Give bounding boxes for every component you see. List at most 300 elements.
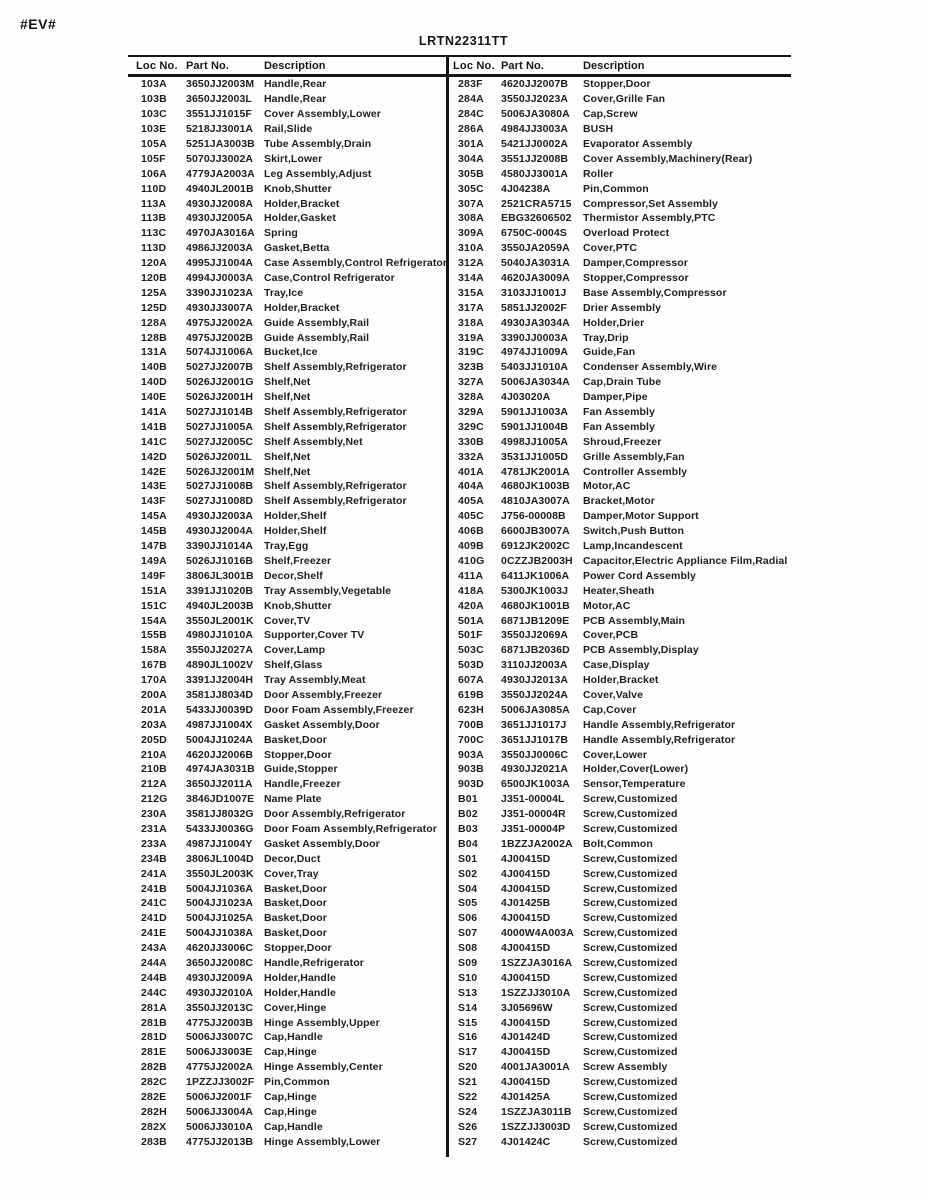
part-cell: 4J00415D: [501, 852, 551, 865]
loc-cell: 406B: [458, 525, 484, 538]
desc-cell: Supporter,Cover TV: [264, 629, 365, 642]
table-row: [128, 196, 446, 211]
loc-cell: 405C: [458, 510, 484, 523]
loc-cell: 503D: [458, 659, 484, 672]
part-cell: 4930JJ2013A: [501, 674, 569, 687]
part-cell: 3550JA2059A: [501, 242, 570, 255]
desc-cell: Lamp,Incandescent: [583, 540, 683, 553]
part-cell: 3550JJ0006C: [501, 748, 569, 761]
table-row: [128, 747, 446, 762]
table-row: [128, 524, 446, 539]
desc-cell: Holder,Shelf: [264, 525, 327, 538]
table-row: [128, 598, 446, 613]
part-cell: 3651JJ1017J: [501, 718, 567, 731]
loc-cell: 319A: [458, 331, 484, 344]
loc-cell: 113B: [141, 212, 167, 225]
loc-cell: 158A: [141, 644, 167, 657]
desc-cell: Stopper,Door: [264, 942, 332, 955]
table-row: [128, 688, 446, 703]
desc-cell: Basket,Door: [264, 733, 327, 746]
part-cell: 4620JJ3006C: [186, 942, 254, 955]
desc-cell: Pin,Common: [583, 182, 649, 195]
desc-cell: Screw,Customized: [583, 1016, 678, 1029]
part-cell: 3550JJ2023A: [501, 93, 569, 106]
desc-cell: Shelf,Net: [264, 450, 311, 463]
desc-cell: Cap,Cover: [583, 703, 637, 716]
table-row: [448, 196, 791, 211]
table-row: [128, 956, 446, 971]
table-row: [448, 539, 791, 554]
table-row: [128, 315, 446, 330]
desc-cell: Shelf Assembly,Refrigerator: [264, 361, 407, 374]
loc-cell: 501A: [458, 614, 484, 627]
desc-cell: Screw Assembly: [583, 1061, 668, 1074]
loc-cell: S14: [458, 1001, 478, 1014]
loc-cell: 210B: [141, 763, 167, 776]
loc-cell: 120B: [141, 272, 167, 285]
table-row: [128, 211, 446, 226]
desc-cell: Motor,AC: [583, 480, 631, 493]
desc-cell: Shelf,Net: [264, 465, 311, 478]
desc-cell: Basket,Door: [264, 927, 327, 940]
table-row: [448, 1104, 791, 1119]
part-cell: 3J05696W: [501, 1001, 553, 1014]
part-cell: 4930JJ2003A: [186, 510, 254, 523]
loc-cell: 281A: [141, 1001, 167, 1014]
loc-cell: S07: [458, 927, 478, 940]
table-row: [448, 822, 791, 837]
table-row: [448, 345, 791, 360]
loc-cell: 145B: [141, 525, 167, 538]
part-cell: 4940JL2001B: [186, 182, 254, 195]
desc-cell: Tray,Ice: [264, 286, 304, 299]
table-row: [128, 673, 446, 688]
desc-cell: Stopper,Door: [264, 748, 332, 761]
part-cell: 4J00415D: [501, 1016, 551, 1029]
loc-cell: 131A: [141, 346, 167, 359]
part-cell: 3581JJ8032G: [186, 808, 254, 821]
loc-cell: S02: [458, 867, 478, 880]
loc-cell: B04: [458, 837, 478, 850]
desc-cell: Gasket Assembly,Door: [264, 837, 380, 850]
loc-cell: 282X: [141, 1120, 167, 1133]
part-cell: 5006JA3034A: [501, 376, 570, 389]
loc-cell: 113D: [141, 242, 167, 255]
desc-cell: Screw,Customized: [583, 1001, 678, 1014]
part-cell: 5901JJ1004B: [501, 420, 569, 433]
part-cell: 4J01425B: [501, 897, 551, 910]
loc-cell: 328A: [458, 391, 484, 404]
table-row: [448, 226, 791, 241]
table-row: [128, 554, 446, 569]
desc-cell: Handle,Freezer: [264, 778, 341, 791]
part-cell: 5006JJ3007C: [186, 1031, 254, 1044]
table-row: [128, 360, 446, 375]
desc-cell: Screw,Customized: [583, 808, 678, 821]
part-cell: 5004JJ1023A: [186, 897, 254, 910]
table-row: [128, 539, 446, 554]
table-row: [128, 970, 446, 985]
part-cell: 5074JJ1006A: [186, 346, 254, 359]
loc-cell: 420A: [458, 599, 484, 612]
desc-cell: Heater,Sheath: [583, 584, 655, 597]
part-cell: 5006JJ3010A: [186, 1120, 254, 1133]
desc-cell: Handle,Rear: [264, 93, 327, 106]
table-row: [448, 300, 791, 315]
table-row: [128, 137, 446, 152]
desc-cell: Cap,Hinge: [264, 1105, 317, 1118]
desc-cell: Screw,Customized: [583, 956, 678, 969]
desc-cell: Tray Assembly,Vegetable: [264, 584, 392, 597]
desc-cell: Decor,Duct: [264, 852, 321, 865]
table-row: [128, 405, 446, 420]
loc-cell: 143E: [141, 480, 167, 493]
desc-cell: Shelf Assembly,Refrigerator: [264, 406, 407, 419]
table-row: [448, 285, 791, 300]
loc-cell: 241E: [141, 927, 167, 940]
part-cell: J351-00004L: [501, 793, 565, 806]
part-cell: 5027JJ2005C: [186, 435, 254, 448]
loc-cell: 329A: [458, 406, 484, 419]
table-row: [448, 434, 791, 449]
table-row: [448, 166, 791, 181]
table-row: [448, 181, 791, 196]
part-cell: 4974JJ1009A: [501, 346, 569, 359]
table-row: [448, 643, 791, 658]
loc-cell: 140E: [141, 391, 167, 404]
desc-cell: Cover Assembly,Machinery(Rear): [583, 152, 753, 165]
loc-cell: 411A: [458, 569, 484, 582]
loc-cell: 103A: [141, 78, 167, 91]
part-cell: 3550JJ2013C: [186, 1001, 254, 1014]
table-row: [448, 241, 791, 256]
header-part-no: Part No.: [501, 59, 544, 72]
desc-cell: Bucket,Ice: [264, 346, 318, 359]
desc-cell: Spring: [264, 227, 298, 240]
desc-cell: Door Assembly,Refrigerator: [264, 808, 406, 821]
part-cell: 3650JJ2003L: [186, 93, 252, 106]
table-row: [448, 77, 791, 92]
desc-cell: Tray Assembly,Meat: [264, 674, 366, 687]
part-cell: 3551JJ2008B: [501, 152, 569, 165]
table-row: [128, 449, 446, 464]
table-row: [128, 107, 446, 122]
table-row: [128, 122, 446, 137]
loc-cell: S04: [458, 882, 478, 895]
loc-cell: 140B: [141, 361, 167, 374]
loc-cell: S10: [458, 971, 478, 984]
part-cell: 4J01424C: [501, 1135, 551, 1148]
table-row: [448, 762, 791, 777]
loc-cell: 155B: [141, 629, 167, 642]
part-cell: 4000W4A003A: [501, 927, 574, 940]
loc-cell: 142E: [141, 465, 167, 478]
loc-cell: S13: [458, 986, 478, 999]
table-row: [128, 926, 446, 941]
desc-cell: Screw,Customized: [583, 897, 678, 910]
loc-cell: 304A: [458, 152, 484, 165]
loc-cell: 410G: [458, 554, 485, 567]
desc-cell: Rail,Slide: [264, 123, 313, 136]
table-body-right: [448, 77, 791, 1149]
part-cell: 6600JB3007A: [501, 525, 570, 538]
page-title: LRTN22311TT: [418, 34, 509, 48]
table-row: [128, 762, 446, 777]
table-row: [128, 613, 446, 628]
part-cell: 5004JJ1038A: [186, 927, 254, 940]
desc-cell: Evaporator Assembly: [583, 138, 693, 150]
loc-cell: 241D: [141, 912, 167, 925]
desc-cell: Leg Assembly,Adjust: [264, 167, 372, 180]
desc-cell: Controller Assembly: [583, 465, 688, 478]
desc-cell: Shelf Assembly,Refrigerator: [264, 480, 407, 493]
loc-cell: 332A: [458, 450, 484, 463]
table-row: [448, 673, 791, 688]
table-row: [128, 643, 446, 658]
part-cell: 4995JJ1004A: [186, 257, 254, 270]
loc-cell: 233A: [141, 837, 167, 850]
part-cell: 5218JJ3001A: [186, 123, 254, 136]
desc-cell: Screw,Customized: [583, 882, 678, 895]
desc-cell: Shelf,Freezer: [264, 554, 332, 567]
part-cell: 3806JL3001B: [186, 569, 254, 582]
table-row: [448, 1075, 791, 1090]
desc-cell: Cover,TV: [264, 614, 311, 627]
loc-cell: 310A: [458, 242, 484, 255]
loc-cell: B01: [458, 793, 478, 806]
table-row: [128, 836, 446, 851]
part-cell: 4930JJ2004A: [186, 525, 254, 538]
desc-cell: Cover,Lower: [583, 748, 648, 761]
table-row: [448, 851, 791, 866]
part-cell: 5040JA3031A: [501, 257, 570, 270]
table-row: [128, 419, 446, 434]
table-row: [448, 583, 791, 598]
part-cell: 5004JJ1025A: [186, 912, 254, 925]
part-cell: 4930JJ2021A: [501, 763, 569, 776]
desc-cell: Bracket,Motor: [583, 495, 655, 508]
table-row: [448, 137, 791, 152]
table-row: [128, 151, 446, 166]
part-cell: 4974JA3031B: [186, 763, 255, 776]
part-cell: 3550JL2003K: [186, 867, 254, 880]
desc-cell: Hinge Assembly,Upper: [264, 1016, 380, 1029]
desc-cell: Shelf Assembly,Refrigerator: [264, 495, 407, 508]
desc-cell: Knob,Shutter: [264, 182, 332, 195]
table-row: [128, 1090, 446, 1105]
loc-cell: 149A: [141, 554, 167, 567]
part-cell: 3531JJ1005D: [501, 450, 569, 463]
part-cell: 4J04238A: [501, 182, 551, 195]
table-row: [448, 956, 791, 971]
table-row: [448, 509, 791, 524]
desc-cell: Screw,Customized: [583, 1031, 678, 1044]
table-row: [128, 777, 446, 792]
loc-cell: S20: [458, 1061, 478, 1074]
header-description: Description: [583, 59, 645, 72]
desc-cell: Overload Protect: [583, 227, 670, 240]
part-cell: 5026JJ2001M: [186, 465, 255, 478]
table-row: [448, 807, 791, 822]
desc-cell: Shelf,Net: [264, 376, 311, 389]
loc-cell: 141A: [141, 406, 167, 419]
desc-cell: Holder,Bracket: [264, 301, 340, 314]
part-cell: 4930JA3034A: [501, 316, 570, 329]
part-cell: 4779JA2003A: [186, 167, 255, 180]
loc-cell: 903B: [458, 763, 484, 776]
desc-cell: Screw,Customized: [583, 1091, 678, 1103]
desc-cell: Drier Assembly: [583, 301, 662, 314]
desc-cell: Screw,Customized: [583, 822, 678, 835]
loc-cell: 312A: [458, 257, 484, 270]
part-cell: 4970JA3016A: [186, 227, 255, 240]
table-row: [128, 792, 446, 807]
loc-cell: 125A: [141, 286, 167, 299]
loc-cell: S16: [458, 1031, 478, 1044]
loc-cell: 619B: [458, 688, 484, 701]
part-cell: 4930JJ2010A: [186, 986, 254, 999]
loc-cell: 200A: [141, 688, 167, 701]
desc-cell: Holder,Handle: [264, 986, 336, 999]
table-row: [448, 1119, 791, 1134]
table-row: [128, 628, 446, 643]
desc-cell: Thermistor Assembly,PTC: [583, 212, 716, 225]
desc-cell: Shroud,Freezer: [583, 435, 662, 448]
loc-cell: 305C: [458, 182, 484, 195]
desc-cell: Tray,Drip: [583, 331, 629, 344]
loc-cell: 501F: [458, 629, 483, 642]
loc-cell: 323B: [458, 361, 484, 374]
loc-cell: 125D: [141, 301, 167, 314]
table-row: [128, 330, 446, 345]
part-cell: J351-00004P: [501, 822, 566, 835]
desc-cell: Guide Assembly,Rail: [264, 316, 370, 329]
part-cell: 4680JK1001B: [501, 599, 570, 612]
loc-cell: 405A: [458, 495, 484, 508]
parts-table-right: [448, 55, 791, 1149]
part-cell: 3550JJ2024A: [501, 688, 569, 701]
table-row: [128, 866, 446, 881]
table-row: [448, 1000, 791, 1015]
loc-cell: S17: [458, 1046, 478, 1059]
loc-cell: 113C: [141, 227, 167, 240]
table-row: [448, 688, 791, 703]
table-row: [128, 181, 446, 196]
table-row: [128, 732, 446, 747]
loc-cell: 151A: [141, 584, 167, 597]
loc-cell: S15: [458, 1016, 478, 1029]
desc-cell: Screw,Customized: [583, 986, 678, 999]
part-cell: 6871JB1209E: [501, 614, 570, 627]
desc-cell: Switch,Push Button: [583, 525, 684, 538]
table-row: [128, 911, 446, 926]
part-cell: 5403JJ1010A: [501, 361, 569, 374]
desc-cell: Bolt,Common: [583, 837, 653, 850]
loc-cell: 141C: [141, 435, 167, 448]
loc-cell: 281B: [141, 1016, 167, 1029]
loc-cell: 329C: [458, 420, 484, 433]
table-row: [128, 271, 446, 286]
table-row: [128, 702, 446, 717]
table-row: [128, 851, 446, 866]
desc-cell: PCB Assembly,Main: [583, 614, 686, 627]
loc-cell: 140D: [141, 376, 167, 389]
loc-cell: 281D: [141, 1031, 167, 1044]
table-row: [448, 777, 791, 792]
loc-cell: 241C: [141, 897, 167, 910]
part-cell: 4J00415D: [501, 912, 551, 925]
loc-cell: 143F: [141, 495, 166, 508]
loc-cell: 145A: [141, 510, 167, 523]
loc-cell: 105F: [141, 152, 166, 165]
desc-cell: Tray,Egg: [264, 540, 309, 553]
loc-cell: 105A: [141, 138, 167, 150]
loc-cell: 212G: [141, 793, 168, 806]
part-cell: 4890JL1002V: [186, 659, 254, 672]
desc-cell: Cap,Handle: [264, 1120, 323, 1133]
desc-cell: Hinge Assembly,Center: [264, 1061, 383, 1074]
table-row: [128, 375, 446, 390]
desc-cell: Cover,Lamp: [264, 644, 326, 657]
part-cell: 4775JJ2002A: [186, 1061, 254, 1074]
loc-cell: 154A: [141, 614, 167, 627]
table-header-row: [128, 55, 446, 77]
table-row: [128, 241, 446, 256]
desc-cell: Guide,Fan: [583, 346, 636, 359]
part-cell: 3551JJ1015F: [186, 108, 252, 121]
part-cell: 5006JJ3003E: [186, 1046, 253, 1059]
desc-cell: Case,Control Refrigerator: [264, 272, 395, 285]
desc-cell: Door Assembly,Freezer: [264, 688, 383, 701]
desc-cell: Gasket,Betta: [264, 242, 330, 255]
loc-cell: 327A: [458, 376, 484, 389]
desc-cell: Screw,Customized: [583, 942, 678, 955]
part-cell: 3550JJ2069A: [501, 629, 569, 642]
table-row: [128, 92, 446, 107]
part-cell: 5006JJ3004A: [186, 1105, 254, 1118]
table-row: [448, 1090, 791, 1105]
table-row: [128, 434, 446, 449]
loc-cell: S05: [458, 897, 478, 910]
table-row: [448, 449, 791, 464]
part-cell: 6750C-0004S: [501, 227, 567, 240]
part-cell: 4987JJ1004X: [186, 718, 253, 731]
part-cell: 4J00415D: [501, 1076, 551, 1089]
desc-cell: Holder,Drier: [583, 316, 645, 329]
desc-cell: Damper,Motor Support: [583, 510, 699, 523]
desc-cell: BUSH: [583, 123, 614, 136]
part-cell: 4620JA3009A: [501, 272, 570, 285]
part-cell: 2521CRA5715: [501, 197, 572, 210]
loc-cell: S09: [458, 956, 478, 969]
table-row: [448, 122, 791, 137]
header-loc-no: Loc No.: [136, 59, 178, 72]
part-cell: 4975JJ2002B: [186, 331, 254, 344]
table-row: [128, 464, 446, 479]
part-cell: 1SZZJA3016A: [501, 956, 573, 969]
part-cell: 4J00415D: [501, 882, 551, 895]
loc-cell: 170A: [141, 674, 167, 687]
loc-cell: 212A: [141, 778, 167, 791]
desc-cell: Grille Assembly,Fan: [583, 450, 685, 463]
part-cell: 4580JJ3001A: [501, 167, 569, 180]
table-row: [448, 360, 791, 375]
desc-cell: Holder,Bracket: [264, 197, 340, 210]
loc-cell: 409B: [458, 540, 484, 553]
part-cell: 3391JJ2004H: [186, 674, 254, 687]
part-cell: 4J00415D: [501, 942, 551, 955]
loc-cell: 149F: [141, 569, 166, 582]
